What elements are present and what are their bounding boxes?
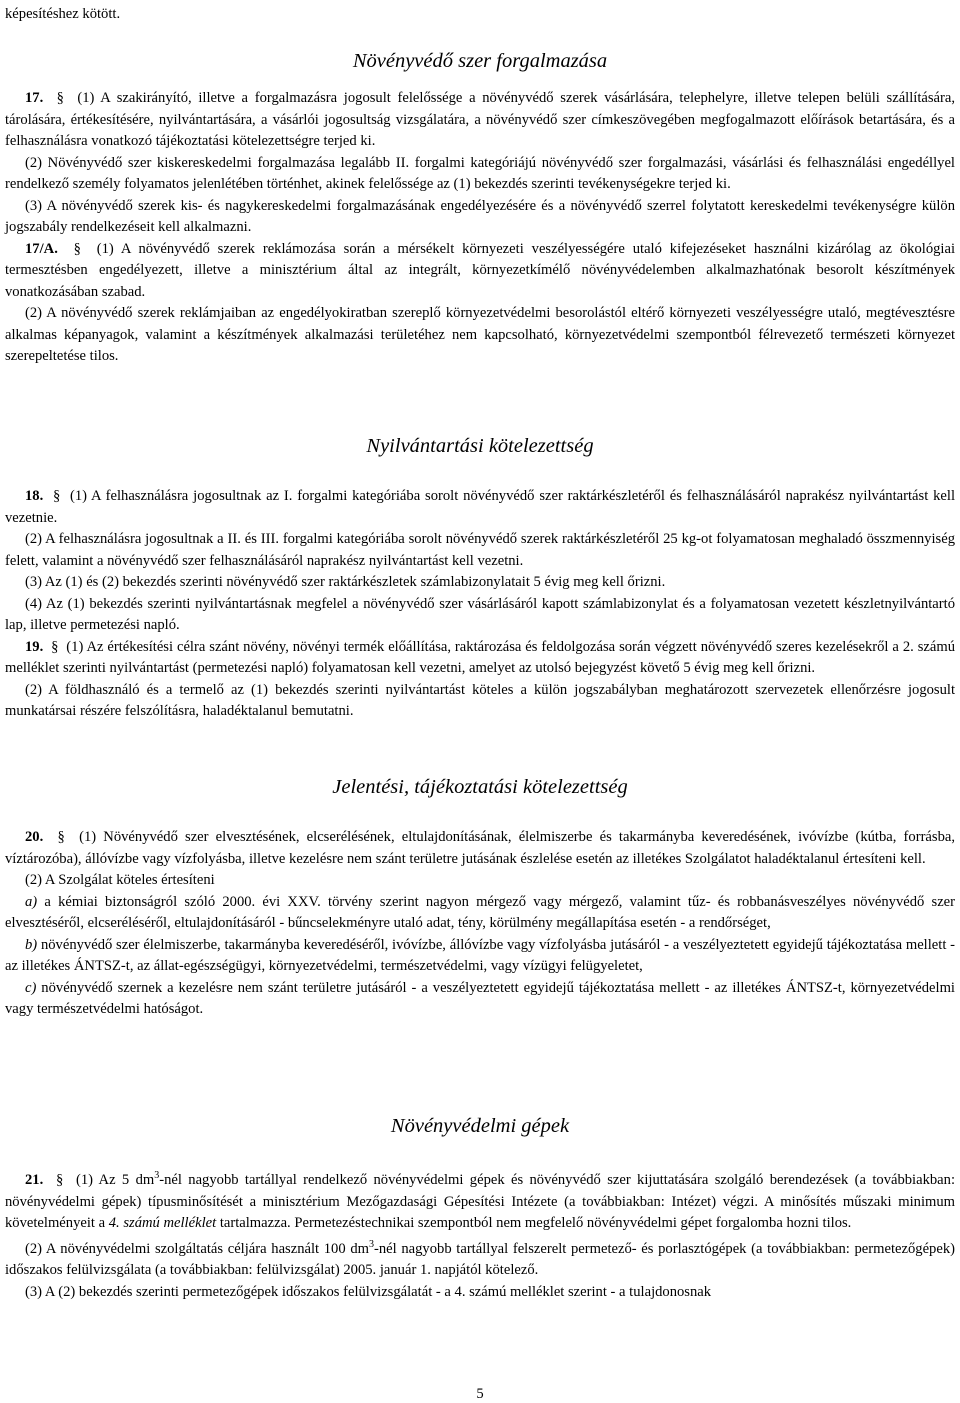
paragraph-text: (1) A szakirányító, illetve a forgalmazásra jogosult felelőssége a növényvédő szerek vásárlására, telephelyre, illetve telepen belüli szállítására, tárolására, értékesítésére, nyilvántartására, a vásárlói jogosultság vizsgálatára, a növényvédő szer címkeszövegében megfogalmazott előírások betartására, és a felhasználásra vonatkozó tájékoztatási kötelezettségre terjed ki. (5, 90, 956, 149)
paragraph-17a-sub-2 (5, 303, 955, 368)
paragraph-text: (2) Növényvédő szer kiskereskedelmi forgalmazása legalább II. forgalmi kategóriájú növényvédő szer forgalmazási, vásárlási és felhasználási engedéllyel rendelkező személy folyamatos jelenlétében történhet, akinek felelőssége az (1) bekezdés szerinti tevékenységekre terjed ki. (5, 154, 955, 192)
paragraph-18-sub-2 (5, 529, 955, 572)
paragraph-19-sub-2 (5, 680, 955, 723)
section-sign: § (51, 638, 59, 655)
paragraph-text: (4) Az (1) bekezdés szerinti nyilvántartásnak megfelel a növényvédő szer vásárlásáról kapott számlabizonylat és a folyamatosan vezetett készletnyilvántartó lap, illetve permetezési napló. (5, 595, 955, 633)
paragraph-text: -nél nagyobb tartállyal felszerelt permetező- és porlasztógépek (a továbbiakban: permetezőgépek) időszakos felülvizsgálata (a továbbiakban: felülvizsgálat) 2005. január 1. napjától kötelező. (5, 1240, 955, 1278)
section-sign: § (55, 1172, 64, 1188)
paragraph-text: (2) A Szolgálat köteles értesíteni (25, 872, 215, 888)
paragraph-text: (3) A (2) bekezdés szerinti permetezőgépek időszakos felülvizsgálatát - a 4. számú melléklet szerint - a tulajdonosnak (25, 1283, 712, 1300)
section-sign: § (57, 829, 65, 845)
top-line-text: képesítéshez kötött. (5, 6, 121, 22)
paragraph-18-sub-3 (5, 572, 955, 594)
paragraph-20 (5, 827, 955, 1021)
heading-plant-protection-trade: Növényvédő szer forgalmazása (352, 50, 608, 72)
paragraph-21-sub-2 (5, 1239, 955, 1282)
paragraph-number: 18. (25, 488, 44, 504)
paragraph-20-item-a (5, 892, 955, 935)
item-label: c) (25, 979, 37, 996)
item-text: növényvédő szer élelmiszerbe, takarmányba keveredéséről, ivóvízbe, állóvízbe vagy vízfolyásba jutásáról - a veszélyeztetett egyidejű tájékoztatása mellett - az illetékes ÁNTSZ-t, az állat-egészségügyi, környezetvédelmi, természetvédelmi, vagy vízügyi felügyeletet, (5, 936, 955, 974)
paragraph-18-19 (5, 486, 955, 723)
paragraph-text: tartalmazza. Permetezéstechnikai szempontból nem megfelelő növényvédelmi gépet forgalomba hozni tilos. (219, 1215, 852, 1231)
paragraph-20-item-c (5, 978, 955, 1021)
superscript: 3 (154, 1170, 160, 1182)
paragraph-21-sub-1 (5, 1170, 955, 1235)
item-label: b) (25, 936, 38, 953)
paragraph-17 (5, 88, 955, 368)
item-text: a kémiai biztonságról szóló 2000. évi XXV. törvény szerint nagyon mérgező vagy mérgező, valamint tűz- és robbanásveszélyes növényvédő szer elvesztéséről, elcseréléséről, eltulajdonításáról - bűncselekményre utaló adat, tény, körülmény megállapítása esetén - a rendőrséget, (5, 893, 956, 931)
paragraph-text: (3) Az (1) és (2) bekezdés szerinti növényvédő szer raktárkészletek számlabizonylatait 5 évig meg kell őrizni. (25, 574, 666, 590)
paragraph-text: (2) A növényvédő szerek reklámjaiban az engedélyokiratban szereplő környezetvédelmi besorolástól eltérő környezeti veszélyességre utaló, megtévesztésre alkalmas képanyagok, valamint a készítmények alkalmazási területéhez nem kapcsolható, környezetvédelmi szempontból félrevezető természeti környezet szerepeltetése tilos. (5, 305, 955, 364)
paragraph-text: (1) Az 5 dm (75, 1172, 155, 1188)
paragraph-text: (1) Az értékesítési célra szánt növény, növényi termék előállítása, raktározása és feldolgozása során végzett növényvédő szeres kezelésekről a 2. számú melléklet szerinti nyilvántartást (permetezési napló) folyamatosan kell vezetni, amelyet az utolsó bejegyzést követő 5 évig meg kell őrizni. (5, 638, 955, 676)
paragraph-20-item-b (5, 935, 955, 978)
paragraph-text: (1) Növényvédő szer elvesztésének, elcserélésének, eltulajdonításának, élelmiszerbe és takarmányba keveredésének, ivóvízbe (kútba, forrásba, víztározóba), állóvízbe vagy vízfolyásba, illetve kezelésre nem szánt területre jutásának észlelése esetén az illetékes Szolgálatot haladéktalanul értesíteni kell. (5, 829, 956, 867)
paragraph-text: -nél nagyobb tartállyal rendelkező növényvédelmi gépek és növényvédő szer kijuttatására szolgáló berendezések (a továbbiakban: növényvédelmi gépek) típusminősítését a minisztérium Mezőgazdasági Gépesítési Intézete (a továbbiakban: Intézet) végzi. A minősítés műszaki minimum követelményeit a (5, 1172, 956, 1231)
heading-reporting-obligation: Jelentési, tájékoztatási kötelezettség (332, 776, 628, 798)
paragraph-text: (2) A földhasználó és a termelő az (1) bekezdés szerinti nyilvántartást köteles a külön jogszabályban meghatározott szervezetek ellenőrzésre jogosult munkatársai részére felszólításra, haladéktalanul bemutatni. (5, 681, 955, 719)
heading-plant-protection-machines: Növényvédelmi gépek (390, 1115, 570, 1137)
item-label: a) (25, 893, 38, 910)
paragraph-17-sub-2 (5, 153, 955, 196)
paragraph-number: 19. (25, 638, 44, 655)
section-sign: § (73, 240, 81, 257)
paragraph-18-sub-4 (5, 594, 955, 637)
paragraph-text: (2) A felhasználásra jogosultnak a II. és III. forgalmi kategóriába sorolt növényvédő szerek raktárkészletéről 25 kg-ot folyamatosan meghaladó összmennyiség felett, valamint a növényvédő szer felhasználásáról naprakész nyilvántartást kell vezetni. (5, 531, 955, 569)
paragraph-21-sub-3 (5, 1282, 955, 1304)
paragraph-17a-sub-1 (5, 239, 955, 304)
paragraph-text: (2) A növényvédelmi szolgáltatás céljára használt 100 dm (25, 1240, 369, 1257)
paragraph-21 (5, 1170, 955, 1303)
paragraph-number: 20. (25, 829, 44, 845)
paragraph-text: (1) A növényvédő szerek reklámozása során a mérsékelt környezeti veszélyességére utaló kifejezéseket használni kizárólag az ökológiai termesztésben engedélyezett, illetve a minisztérium által az integrált, környezetkímélő növényvédelemben alkalmazhatónak besorolt készítmények vonatkozásában szabad. (5, 240, 956, 300)
paragraph-number: 21. (25, 1172, 44, 1188)
section-sign: § (52, 488, 61, 504)
paragraph-17-sub-3 (5, 196, 955, 239)
paragraph-number: 17. (25, 90, 44, 106)
item-text: növényvédő szernek a kezelésre nem szánt területre jutásáról - a veszélyeztetett egyidejű tájékoztatása mellett - az illetékes ÁNTSZ-t, környezetvédelmi vagy természetvédelmi hatóságot. (5, 979, 955, 1017)
paragraph-number: 17/A. (25, 240, 58, 257)
paragraph-17-sub-1 (5, 88, 955, 153)
paragraph-text: (3) A növényvédő szerek kis- és nagykereskedelmi forgalmazásának engedélyezésére és a növényvédő szerrel folytatott kereskedelmi tevékenységre külön jogszabály rendelkezéseit kell alkalmazni. (5, 197, 955, 235)
paragraph-20-sub-2 (5, 870, 955, 892)
paragraph-19-sub-1 (5, 637, 955, 680)
page-number: 5 (476, 1386, 484, 1402)
heading-record-keeping: Nyilvántartási kötelezettség (366, 435, 594, 457)
paragraph-18-sub-1 (5, 486, 955, 529)
annex-reference: 4. számú melléklet (108, 1215, 217, 1231)
paragraph-text: (1) A felhasználásra jogosultnak az I. forgalmi kategóriába sorolt növényvédő szer raktárkészletéről és felhasználásáról naprakész nyilvántartást kell vezetnie. (5, 488, 956, 526)
section-sign: § (56, 90, 64, 106)
paragraph-20-sub-1 (5, 827, 955, 870)
superscript: 3 (368, 1238, 374, 1250)
